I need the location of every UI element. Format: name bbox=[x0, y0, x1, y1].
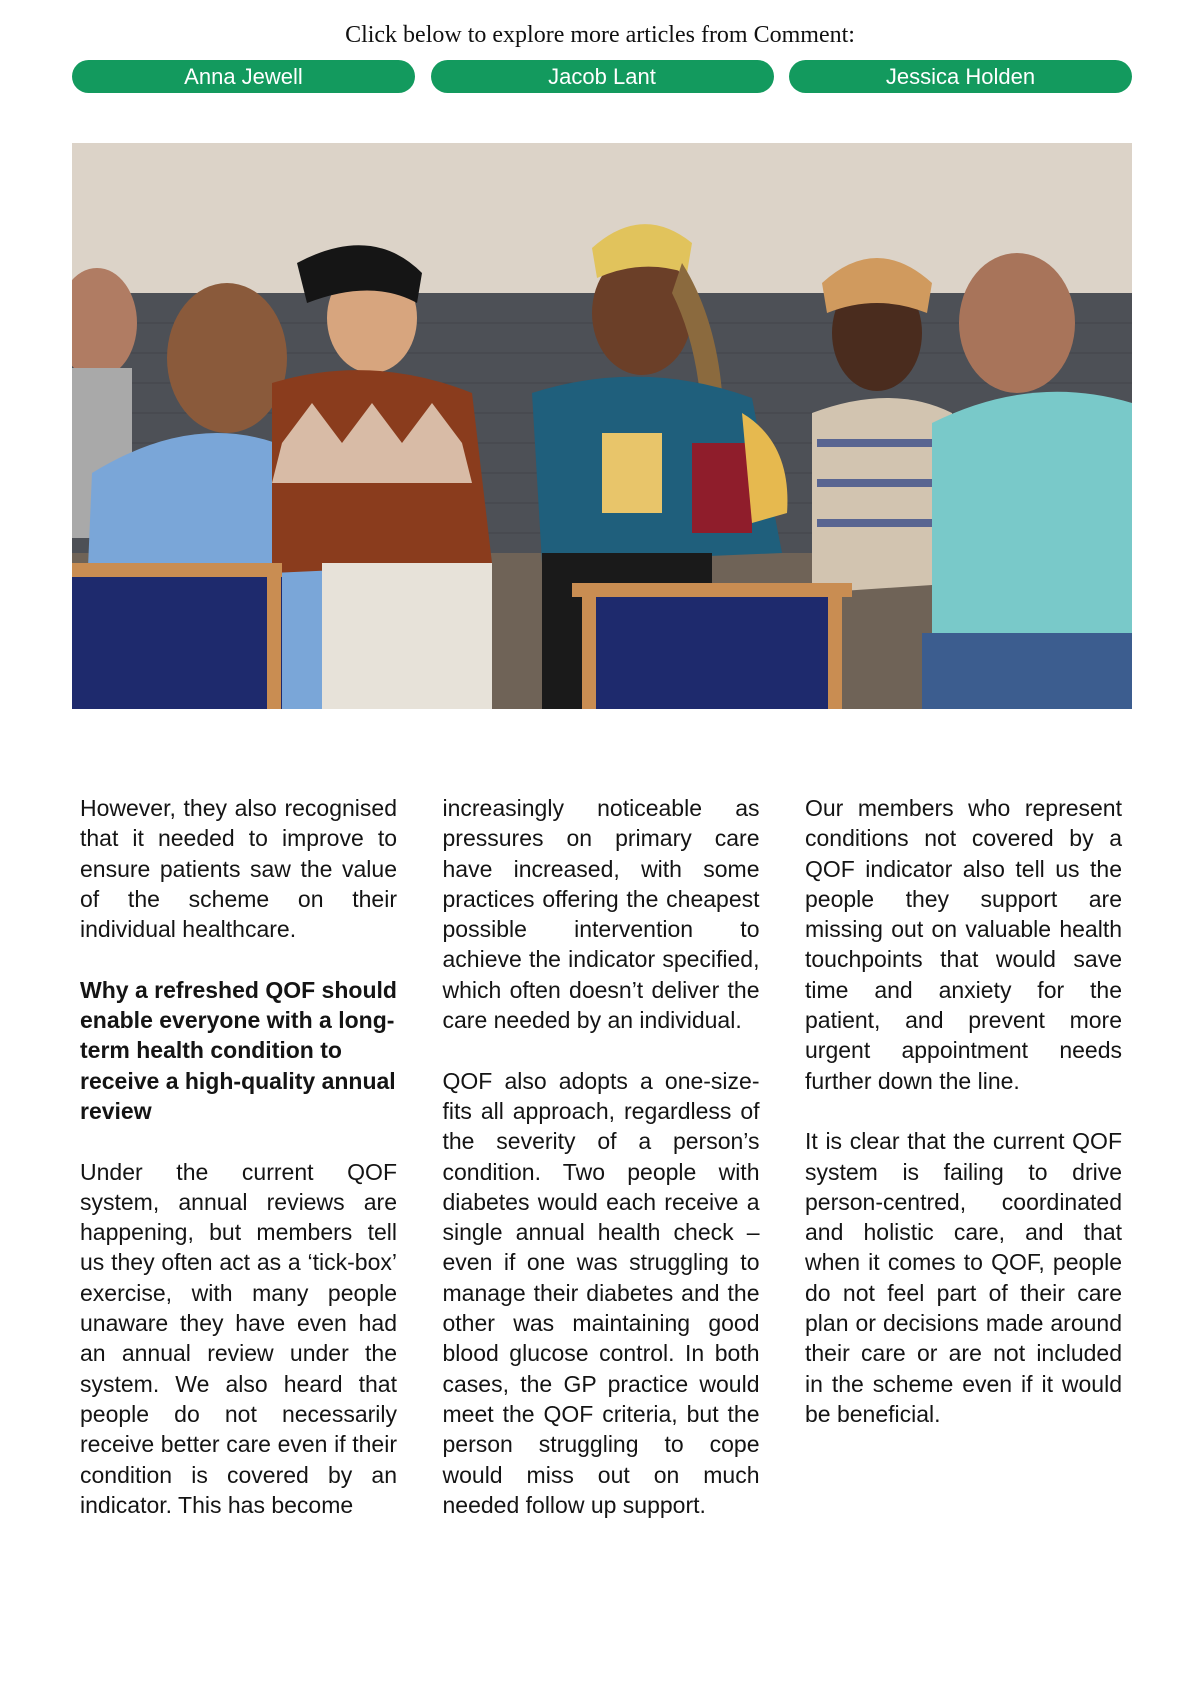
author-link-anna-jewell[interactable]: Anna Jewell bbox=[72, 60, 415, 93]
paragraph: QOF also adopts a one-size-fits all approach, regardless of the severity of a person’s condition. Two people with diabetes would each receive a single annual health check – even if one was struggling to manage their diabetes and the other was maintaining good blood glucose control. In both cases, the GP practice would meet the QOF criteria, but the person struggling to cope would miss out on much needed follow up support. bbox=[442, 1067, 760, 1518]
hero-photo bbox=[72, 143, 1132, 709]
hero-photo-illustration bbox=[72, 143, 1132, 709]
author-link-jacob-lant[interactable]: Jacob Lant bbox=[431, 60, 774, 93]
section-heading: Why a refreshed QOF should enable everyone with a long-term health condition to receive a high-quality annual review bbox=[80, 976, 397, 1124]
paragraph: Our members who represent conditions not covered by a QOF indicator also tell us the people they support are missing out on valuable health touchpoints that would save time and anxiety for the patient, and prevent more urgent appointment needs further down the line. bbox=[805, 795, 1122, 1094]
article-column-2 bbox=[443, 793, 760, 1550]
author-links bbox=[72, 60, 1132, 93]
intro-text: Click below to explore more articles from Comment: bbox=[345, 22, 855, 48]
paragraph: Under the current QOF system, annual reviews are happening, but members tell us they often act as a ‘tick-box’ exercise, with many people unaware they have even had an annual review under the system. We also heard that people do not necessarily receive better care even if their condition is covered by an indicator. This has become bbox=[80, 1158, 397, 1518]
author-link-jessica-holden[interactable]: Jessica Holden bbox=[789, 60, 1132, 93]
paragraph: It is clear that the current QOF system is failing to drive person-centred, coordinated and holistic care, and that when it comes to QOF, people do not feel part of their care plan or decisions made around their care or are not included in the scheme even if it would be beneficial. bbox=[805, 1128, 1122, 1427]
article-columns bbox=[80, 793, 1122, 1550]
article-column-1 bbox=[80, 793, 397, 1550]
paragraph: increasingly noticeable as pressures on primary care have increased, with some practices offering the cheapest possible intervention to achieve the indicator specified, which often doesn’t deliver the care needed by an individual. bbox=[442, 795, 760, 1034]
paragraph: However, they also recognised that it needed to improve to ensure patients saw the value of the scheme on their individual healthcare. bbox=[80, 795, 397, 943]
article-column-3 bbox=[805, 793, 1122, 1550]
